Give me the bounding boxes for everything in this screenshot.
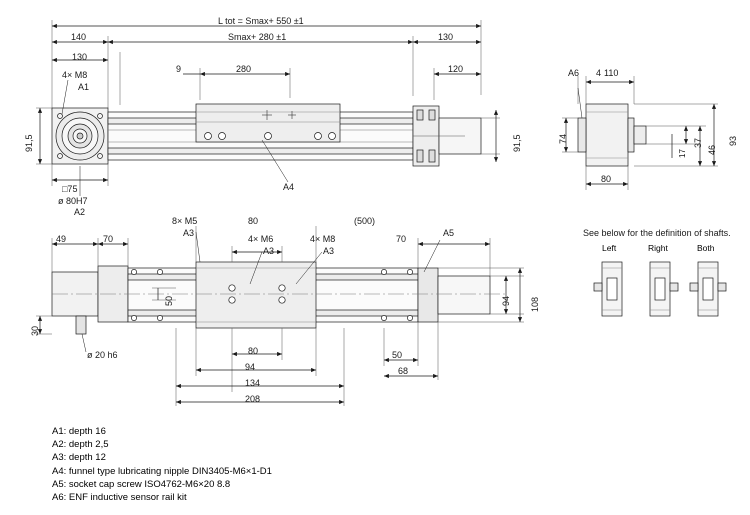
dim-side-4: 4 xyxy=(596,68,602,78)
shaft-right-symbol xyxy=(650,262,678,316)
dim-side-46: 46 xyxy=(707,144,717,155)
dim-91-5-right: 91,5 xyxy=(512,134,522,152)
dim-4x-m8-bot: 4× M8 xyxy=(310,234,336,244)
shaft-variants-geometry xyxy=(594,262,726,316)
dim-bot-30: 30 xyxy=(30,325,40,336)
dim-bot-49: 49 xyxy=(56,234,67,244)
dim-side-37: 37 xyxy=(693,137,703,148)
callout-a5: A5 xyxy=(443,228,455,238)
shaft-option-both-label: Both xyxy=(697,243,715,253)
dim-side-74: 74 xyxy=(558,133,568,144)
callout-a4: A4 xyxy=(283,182,295,192)
callout-a3-1: A3 xyxy=(183,228,195,238)
dim-bot-80: 80 xyxy=(248,346,259,356)
dim-bot-70-right: 70 xyxy=(396,234,407,244)
dim-9: 9 xyxy=(176,64,182,74)
top-view-geometry xyxy=(36,20,500,196)
dim-bot-134: 134 xyxy=(245,378,261,388)
dim-bot-500: (500) xyxy=(354,216,376,226)
dim-l-tot: L tot = Smax+ 550 ±1 xyxy=(218,16,304,26)
dim-bot-50-inner: 50 xyxy=(164,295,174,306)
dim-140: 140 xyxy=(71,32,87,42)
dim-280-value: 280 xyxy=(236,64,252,74)
dim-bot-94-right: 94 xyxy=(501,295,511,306)
shaft-option-right-label: Right xyxy=(648,243,668,253)
dim-shaft-20h6: ø 20 h6 xyxy=(87,350,118,360)
dim-130-left: 130 xyxy=(72,52,88,62)
callout-a3-3: A3 xyxy=(323,246,335,256)
dim-bot-94: 94 xyxy=(245,362,256,372)
dim-bot-50-left: 50 xyxy=(392,350,403,360)
dim-side-93: 93 xyxy=(728,135,738,146)
note-a6: A6: ENF inductive sensor rail kit xyxy=(52,492,187,504)
note-a5: A5: socket cap screw ISO4762-M6×20 8.8 xyxy=(52,478,231,490)
callout-a1: A1 xyxy=(78,82,90,92)
shaft-option-left-label: Left xyxy=(602,243,617,253)
side-view-geometry xyxy=(562,76,718,190)
dim-4x-m6: 4× M6 xyxy=(248,234,274,244)
dim-bore-80h7: ø 80H7 xyxy=(58,196,88,206)
dim-8x-m5: 8× M5 xyxy=(172,216,198,226)
bottom-view-geometry xyxy=(36,226,524,406)
notes-block xyxy=(52,425,272,504)
shaft-definition-note: See below for the definition of shafts. xyxy=(583,228,731,238)
dim-bot-108: 108 xyxy=(530,296,540,312)
note-a3: A3: depth 12 xyxy=(52,452,106,464)
dim-bot-70-left: 70 xyxy=(103,234,114,244)
shaft-both-symbol xyxy=(690,262,726,316)
dim-bot-208: 208 xyxy=(245,394,261,404)
dim-bot-68: 68 xyxy=(398,366,409,376)
dim-square-75: □75 xyxy=(62,184,78,194)
callout-a3-2: A3 xyxy=(263,246,275,256)
callout-a6: A6 xyxy=(568,68,580,78)
note-a2: A2: depth 2,5 xyxy=(52,439,109,451)
dim-smax-280: Smax+ 280 ±1 xyxy=(228,32,287,42)
dim-120: 120 xyxy=(448,64,464,74)
dim-4x-m8: 4× M8 xyxy=(62,70,88,80)
dim-side-110: 110 xyxy=(604,68,619,78)
dim-side-80: 80 xyxy=(601,174,612,184)
dim-91-5-left: 91,5 xyxy=(24,134,34,152)
dim-130-right: 130 xyxy=(438,32,454,42)
dim-side-17: 17 xyxy=(678,149,687,158)
dim-bot-80-top: 80 xyxy=(248,216,259,226)
note-a4: A4: funnel type lubricating nipple DIN3405-M6×1-D1 xyxy=(52,465,272,477)
shaft-left-symbol xyxy=(594,262,622,316)
note-a1: A1: depth 16 xyxy=(52,426,106,437)
callout-a2: A2 xyxy=(74,207,86,217)
